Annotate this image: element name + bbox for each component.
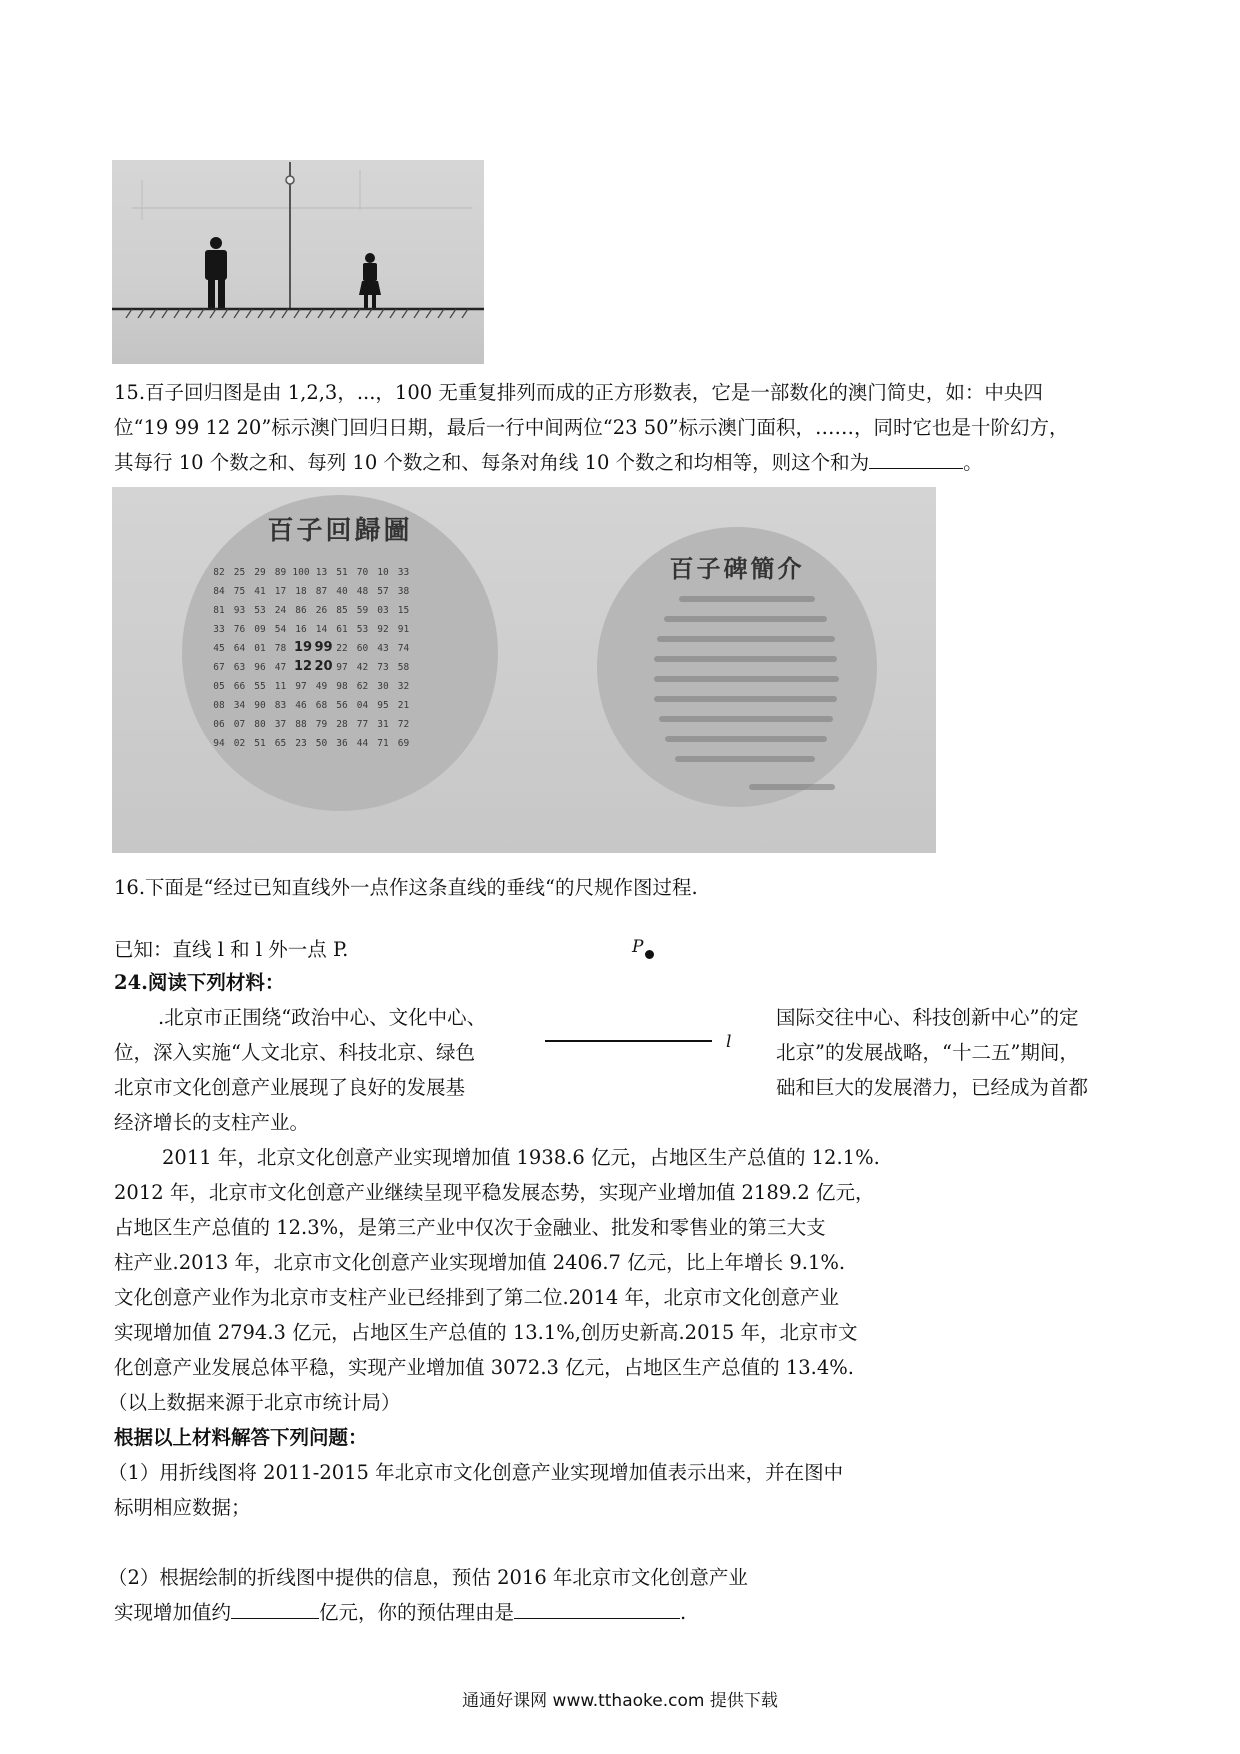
q24-para-1: 2011 年，北京文化创意产业实现增加值 1938.6 亿元，占地区生产总值的 12.1%. xyxy=(162,1146,880,1169)
magic-square-cell: 36 xyxy=(336,738,348,749)
woman-silhouette xyxy=(359,253,381,308)
magic-square-cell: 62 xyxy=(356,681,369,692)
magic-square-cell: 54 xyxy=(274,624,287,635)
q16-given: 已知：直线 l 和 l 外一点 P. xyxy=(114,938,349,961)
magic-square-drawing xyxy=(112,487,936,853)
magic-square-cell: 79 xyxy=(315,719,328,730)
magic-square-cell: 46 xyxy=(295,700,307,711)
magic-square-cell: 58 xyxy=(397,662,410,673)
magic-square-cell: 67 xyxy=(213,662,225,673)
magic-square-cell: 57 xyxy=(377,586,389,597)
shadow-figure-photo xyxy=(112,160,484,364)
magic-square-cell: 28 xyxy=(336,719,348,730)
magic-square-cell: 72 xyxy=(397,719,410,730)
magic-square-cell: 86 xyxy=(295,605,307,616)
q15-line-2: 位“19 99 12 20”标示澳门回归日期，最后一行中间两位“23 50”标示澳门面积，……，同时它也是十阶幻方， xyxy=(114,416,1069,439)
magic-square-cell: 18 xyxy=(295,586,307,597)
magic-square-cell: 01 xyxy=(254,643,266,654)
magic-square-cell: 29 xyxy=(254,567,266,578)
q24-row3-right: 础和巨大的发展潜力，已经成为首都 xyxy=(776,1076,1089,1099)
magic-square-cell: 12 xyxy=(293,659,313,674)
magic-square-cell: 19 xyxy=(293,640,313,655)
magic-square-cell: 89 xyxy=(274,567,287,578)
magic-square-cell: 21 xyxy=(397,700,410,711)
magic-square-cell: 100 xyxy=(292,567,310,578)
magic-square-cell: 66 xyxy=(233,681,246,692)
magic-square-cell: 88 xyxy=(295,719,307,730)
magic-square-cell: 07 xyxy=(233,719,246,730)
magic-square-cell: 91 xyxy=(397,624,410,635)
magic-square-cell: 47 xyxy=(274,662,287,673)
magic-square-cell: 04 xyxy=(356,700,369,711)
magic-square-cell: 61 xyxy=(336,624,348,635)
magic-square-cell: 68 xyxy=(315,700,328,711)
stele-intro-title: 百子碑簡介 xyxy=(669,554,805,583)
magic-square-cell: 98 xyxy=(336,681,348,692)
magic-square-cell: 63 xyxy=(233,662,246,673)
magic-square-cell: 81 xyxy=(213,605,225,616)
magic-square-cell: 76 xyxy=(233,624,246,635)
magic-square-cell: 55 xyxy=(254,681,266,692)
magic-square-cell: 30 xyxy=(377,681,389,692)
q24-row4: 经济增长的支柱产业。 xyxy=(114,1111,310,1134)
magic-square-cell: 94 xyxy=(213,738,225,749)
magic-square-photo xyxy=(112,487,936,853)
q24-sub2-text-1: 实现增加值约 xyxy=(114,1601,232,1624)
magic-square-cell: 22 xyxy=(336,643,348,654)
q24-row1-left: .北京市正围绕“政治中心、文化中心、 xyxy=(158,1006,487,1029)
magic-square-title: 百子回歸圖 xyxy=(267,516,413,546)
magic-square-cell: 83 xyxy=(274,700,287,711)
q24-row2-left: 位，深入实施“人文北京、科技北京、绿色 xyxy=(114,1041,475,1064)
magic-square-cell: 87 xyxy=(315,586,328,597)
q24-para-5: 文化创意产业作为北京市支柱产业已经排到了第二位.2014 年，北京市文化创意产业 xyxy=(114,1286,840,1309)
magic-square-cell: 51 xyxy=(336,567,348,578)
magic-square-cell: 99 xyxy=(314,640,333,655)
magic-square-cell: 85 xyxy=(336,605,348,616)
magic-square-cell: 37 xyxy=(274,719,287,730)
q16-line-1: 16.下面是“经过已知直线外一点作这条直线的垂线“的尺规作图过程. xyxy=(114,876,698,899)
q24-row2-right: 北京”的发展战略，“十二五”期间， xyxy=(776,1041,1079,1064)
magic-square-cell: 06 xyxy=(213,719,225,730)
estimate-reason-blank[interactable] xyxy=(514,1596,680,1619)
magic-square-cell: 25 xyxy=(233,567,246,578)
magic-square-cell: 40 xyxy=(336,586,348,597)
q24-row1-right: 国际交往中心、科技创新中心”的定 xyxy=(776,1006,1079,1029)
q24-ask: 根据以上材料解答下列问题： xyxy=(114,1426,368,1449)
point-p-label: P xyxy=(632,937,644,957)
magic-square-cell: 80 xyxy=(254,719,266,730)
line-l xyxy=(545,1040,712,1042)
magic-square-cell: 51 xyxy=(254,738,266,749)
q24-para-4: 柱产业.2013 年，北京市文化创意产业实现增加值 2406.7 亿元，比上年增长 9.1%. xyxy=(114,1251,846,1274)
q15-line-3 xyxy=(114,445,983,480)
q24-heading: 24.阅读下列材料： xyxy=(114,971,285,994)
magic-square-cell: 33 xyxy=(397,567,410,578)
magic-square-cell: 10 xyxy=(377,567,389,578)
magic-square-cell: 03 xyxy=(377,605,389,616)
q24-para-6: 实现增加值 2794.3 亿元，占地区生产总值的 13.1%,创历史新高.2015 年，北京市文 xyxy=(114,1321,858,1344)
magic-square-grid xyxy=(213,567,409,749)
magic-square-cell: 48 xyxy=(356,586,369,597)
q24-para-3: 占地区生产总值的 12.3%，是第三产业中仅次于金融业、批发和零售业的第三大支 xyxy=(114,1216,826,1239)
magic-square-cell: 50 xyxy=(315,738,328,749)
q24-para-7: 化创意产业发展总体平稳，实现产业增加值 3072.3 亿元，占地区生产总值的 13.4%. xyxy=(114,1356,854,1379)
magic-square-cell: 05 xyxy=(213,681,225,692)
magic-square-cell: 71 xyxy=(377,738,389,749)
magic-square-cell: 78 xyxy=(274,643,287,654)
shadow-figure-drawing xyxy=(112,160,484,364)
q24-row3-left: 北京市文化创意产业展现了良好的发展基 xyxy=(114,1076,466,1099)
point-p-dot xyxy=(645,950,654,959)
magic-square-cell: 13 xyxy=(315,567,328,578)
magic-square-cell: 92 xyxy=(377,624,389,635)
magic-square-cell: 34 xyxy=(233,700,246,711)
q24-sub2-line1: （2）根据绘制的折线图中提供的信息，预估 2016 年北京市文化创意产业 xyxy=(108,1566,748,1589)
magic-square-cell: 59 xyxy=(356,605,369,616)
magic-square-cell: 82 xyxy=(213,567,225,578)
magic-square-cell: 41 xyxy=(254,586,266,597)
line-l-label: l xyxy=(726,1032,732,1052)
q15-line-3-end: 。 xyxy=(963,451,983,474)
ground-hatching xyxy=(126,309,468,318)
q24-para-2: 2012 年，北京市文化创意产业继续呈现平稳发展态势，实现产业增加值 2189.2 亿元， xyxy=(114,1181,875,1204)
q24-sub1-line2: 标明相应数据； xyxy=(114,1496,251,1519)
magic-square-cell: 56 xyxy=(336,700,348,711)
magic-square-cell: 09 xyxy=(254,624,266,635)
magic-square-cell: 77 xyxy=(356,719,369,730)
magic-square-cell: 02 xyxy=(233,738,246,749)
magic-square-cell: 11 xyxy=(274,681,287,692)
magic-square-cell: 97 xyxy=(295,681,307,692)
magic-square-cell: 70 xyxy=(356,567,369,578)
magic-square-cell: 42 xyxy=(356,662,369,673)
magic-square-cell: 08 xyxy=(213,700,225,711)
magic-square-cell: 69 xyxy=(397,738,410,749)
q24-sub2-line2 xyxy=(114,1595,686,1630)
magic-square-cell: 95 xyxy=(377,700,389,711)
magic-square-cell: 44 xyxy=(356,738,369,749)
magic-square-cell: 43 xyxy=(377,643,389,654)
magic-square-cell: 26 xyxy=(315,605,328,616)
magic-square-cell: 24 xyxy=(274,605,287,616)
magic-square-cell: 53 xyxy=(254,605,266,616)
magic-square-cell: 60 xyxy=(356,643,369,654)
magic-square-cell: 84 xyxy=(213,586,225,597)
q24-source: （以上数据来源于北京市统计局） xyxy=(108,1391,401,1414)
magic-square-cell: 73 xyxy=(377,662,389,673)
magic-square-cell: 38 xyxy=(397,586,410,597)
magic-square-cell: 75 xyxy=(233,586,246,597)
magic-square-cell: 16 xyxy=(295,624,307,635)
magic-square-cell: 23 xyxy=(295,738,307,749)
magic-square-cell: 90 xyxy=(254,700,266,711)
lamp-light xyxy=(286,176,294,184)
magic-square-cell: 31 xyxy=(377,719,389,730)
man-silhouette xyxy=(205,237,227,308)
magic-square-cell: 33 xyxy=(213,624,225,635)
magic-square-cell: 64 xyxy=(233,643,246,654)
magic-square-cell: 96 xyxy=(254,662,266,673)
magic-square-cell: 93 xyxy=(233,605,246,616)
magic-square-cell: 65 xyxy=(274,738,287,749)
magic-square-cell: 14 xyxy=(315,624,328,635)
magic-square-cell: 20 xyxy=(314,659,333,674)
magic-square-cell: 49 xyxy=(315,681,328,692)
q24-sub2-text-2: 亿元，你的预估理由是 xyxy=(319,1601,515,1624)
q24-sub2-text-3: . xyxy=(680,1601,687,1624)
q15-line-3-text: 其每行 10 个数之和、每列 10 个数之和、每条对角线 10 个数之和均相等，则这个和为 xyxy=(114,451,870,474)
magic-square-cell: 97 xyxy=(336,662,348,673)
page-footer: 通通好课网 www.tthaoke.com 提供下载 xyxy=(462,1691,778,1711)
q15-answer-blank[interactable] xyxy=(869,446,963,469)
magic-square-cell: 15 xyxy=(397,605,410,616)
q15-line-1: 15.百子回归图是由 1,2,3，...，100 无重复排列而成的正方形数表，它是一部数化的澳门简史，如：中央四 xyxy=(114,381,1043,404)
magic-square-cell: 17 xyxy=(274,586,287,597)
q24-sub1-line1: （1）用折线图将 2011-2015 年北京市文化创意产业实现增加值表示出来，并在图中 xyxy=(108,1461,844,1484)
stele-intro-text-lines xyxy=(657,599,836,787)
magic-square-cell: 53 xyxy=(356,624,369,635)
magic-square-cell: 32 xyxy=(397,681,410,692)
magic-square-cell: 74 xyxy=(397,643,410,654)
estimate-value-blank[interactable] xyxy=(231,1596,319,1619)
magic-square-cell: 45 xyxy=(213,643,225,654)
